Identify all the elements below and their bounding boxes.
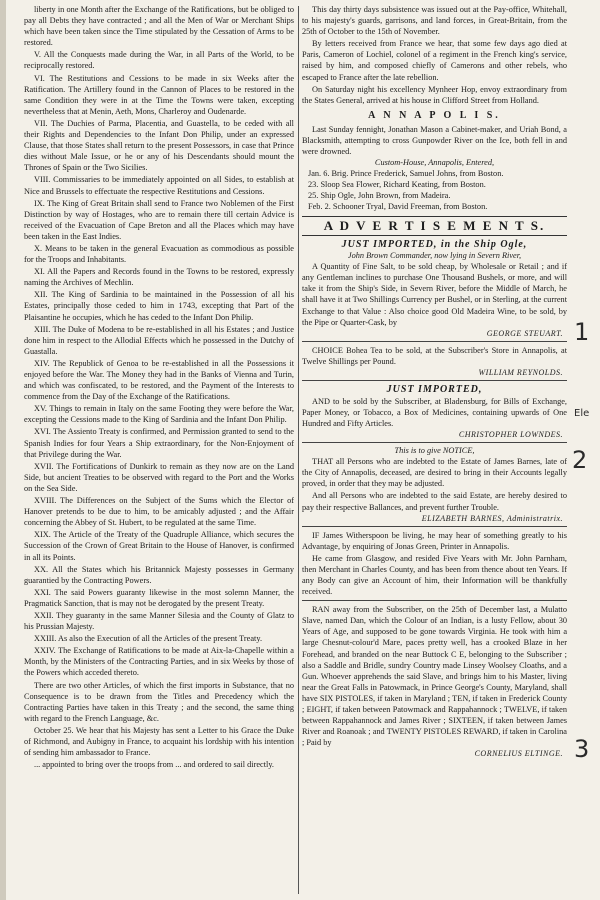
article-paragraph: VII. The Duchies of Parma, Placentia, and Guastella, to be ceded with all their Rights and Dependencies to the Infant Don Philip, under an expressed Clause, that those States shall return to the present Possessors, in case that Prince dies without Male Issue, or he or any of his Descendants should mount the Thrones of Spain or the Two Sicilies. xyxy=(24,118,294,173)
ad1-heading: JUST IMPORTED, in the Ship Ogle, xyxy=(341,239,528,251)
ad4-signer: ELIZABETH BARNES, Administratrix. xyxy=(421,513,563,523)
article-paragraph: XIII. The Duke of Modena to be re-established in all his Estates ; and Justice done him in respect to the Allodial Effects which he possessed in the Dutchy of Guastalla. xyxy=(24,324,294,356)
article-paragraph: ... appointed to bring over the troops from ... and ordered to sail directly. xyxy=(34,760,275,770)
margin-note-ele: Ele xyxy=(574,408,590,419)
annapolis-news: Last Sunday fennight, Jonathan Mason a Cabinet-maker, and Uriah Bond, a Blacksmith, attempting to cross Gunpowder River on the Ice, both fell in and were drowned. xyxy=(302,124,567,157)
divider xyxy=(302,442,567,443)
customs-heading: Custom-House, Annapolis, Entered, xyxy=(374,158,495,168)
article-paragraph: XI. All the Papers and Records found in the Towns to be restored, expressly naming the Archives of Mechlin. xyxy=(24,267,294,288)
ad5-text: IF James Witherspoon be living, he may hear of something greatly to his Advantage, by enquiring of Jonas Green, Printer in Annapolis. xyxy=(302,530,567,551)
ad4-text-2: And all Persons who are indebted to the said Estate, are hereby desired to pay their respective Ballances, and prevent further Trouble. xyxy=(302,491,567,512)
article-paragraph: By letters received from France we hear, that some few days ago died at Paris, Cameron of Lochiel, colonel of a regiment in the French king's service, raised by him, and composed chiefly of Camerons and other rebels, who escaped to France after the late rebellion. xyxy=(302,39,567,82)
article-paragraph: XVI. The Assiento Treaty is confirmed, and Permission granted to send to the Spanish Indies for four Years a Ship extraordinary, for the Non-Enjoyment of that Privilege during the War. xyxy=(24,427,294,459)
customs-entry: Jan. 6. Brig. Prince Frederick, Samuel Johns, from Boston. xyxy=(308,169,504,179)
article-paragraph: This day thirty days subsistence was issued out at the Pay-office, Whitehall, to his majesty's guards, garrisons, and land forces, in Great-Britain, from the 25th of October to the 15th of November. xyxy=(302,5,567,37)
article-paragraph: XX. All the States which his Britannick Majesty possesses in Germany guarantied by the Contracting Powers. xyxy=(24,564,294,585)
article-paragraph: There are two other Articles, of which the first imports in Substance, that no Consequence is to be drawn from the Titles and Precedency which the Contracting Parties have taken in this Treaty ; and the second, the same thing with regard to the French Language, &c. xyxy=(24,680,294,723)
right-column xyxy=(302,4,567,896)
divider xyxy=(302,380,567,381)
article-paragraph: XIX. The Article of the Treaty of the Quadruple Alliance, which secures the Succession of the Crown of Great Britain to the House of Hanover, is confirmed in all its Points. xyxy=(24,530,294,562)
ad4-heading: This is to give NOTICE, xyxy=(394,446,475,456)
ad2-signer: WILLIAM REYNOLDS. xyxy=(478,367,563,377)
article-paragraph: liberty in one Month after the Exchange of the Ratifications, but be obliged to pay all Debts they have contracted ; and all the Men of War or Merchant Ships which have been taken since the Time stipulated by the Cessation of Arms to be restored. xyxy=(24,5,294,48)
ad1-text: A Quantity of Fine Salt, to be sold cheap, by Wholesale or Retail ; and if any Gentleman inclines to purchase One Thousand Bushels, or more, and will take it from the Ship's Side, in Severn River, before the Middle of March, he shall have it at Two Shillings Currency per Bushel, or in Sterling, at the current Exchange to that Value : Also choice good Old Madeira Wine, to be sold, by the Pipe or Quarter-Cask, by xyxy=(302,262,567,327)
ad3-heading: JUST IMPORTED, xyxy=(386,383,483,395)
article-paragraph: X. Means to be taken in the general Evacuation as commodious as possible for the Troops and Inhabitants. xyxy=(24,243,294,265)
advertisements-heading: A D V E R T I S E M E N T S. xyxy=(302,216,567,236)
annapolis-heading: A N N A P O L I S. xyxy=(368,109,501,121)
article-paragraph: XXIII. As also the Execution of all the Articles of the present Treaty. xyxy=(34,634,263,644)
article-paragraph: V. All the Conquests made during the War, in all Parts of the World, to be reciprocally restored. xyxy=(24,50,294,71)
article-paragraph: XVII. The Fortifications of Dunkirk to remain as they now are on the Land Side, but ancient Treaties to be observed with regard to the Port and the Works on the Sea Side. xyxy=(24,461,294,493)
customs-entry: 25. Ship Ogle, John Brown, from Madeira. xyxy=(308,191,451,201)
ad4-text: THAT all Persons who are indebted to the Estate of James Barnes, late of the City of Annapolis, deceased, are desired to bring in their Accounts legally proved, in order that they may be adjusted. xyxy=(302,457,567,489)
divider xyxy=(302,600,567,601)
article-paragraph: XII. The King of Sardinia to be maintained in the Possession of all his Estates, principally those ceded to him in 1743, excepting that Part of the Plaisantine he occupies, which he has ceded to the Infant Don Philip. xyxy=(24,290,294,322)
ad5-text-2: He came from Glasgow, and resided Five Years with Mr. John Parnham, then Merchant in Charles County, and has been from thence about ten Years. If any Body can give an Account of him, their Information will be thankfully received. xyxy=(302,553,567,597)
ad2-text: CHOICE Bohea Tea to be sold, at the Subscriber's Store in Annapolis, at Twelve Shillings per Pound. xyxy=(302,345,567,366)
ad3-text: AND to be sold by the Subscriber, at Bladensburg, for Bills of Exchange, Paper Money, or Tobacco, a Box of Medicines, containing upwards of One Hundred and Fifty Articles. xyxy=(302,396,567,429)
article-paragraph: VIII. Commissaries to be immediately appointed on all Sides, to establish at Nice and Brussels to effectuate the respective Restitutions and Cessions. xyxy=(24,175,294,196)
customs-entry: Feb. 2. Schooner Tryal, David Freeman, from Boston. xyxy=(308,202,488,212)
customs-entries xyxy=(308,168,567,212)
article-paragraph: XIV. The Republick of Genoa to be re-established in all the Possessions it enjoyed before the War. The Money they had in the Banks of Vienna and Turin, and which was confiscated, to be restored, and the Payment of the Interests to commence from the Day of the Exchange of the Ratifications. xyxy=(24,358,294,402)
article-paragraph: IX. The King of Great Britain shall send to France two Noblemen of the First Distinction by way of Hostages, who are to remain there till certain Advice is received of the Evacuation of Cape Breton and all the Places which may have been taken in the East Indies. xyxy=(24,198,294,241)
article-paragraph: XVIII. The Differences on the Subject of the Sums which the Elector of Hanover pretends to be due to him, to be amicably adjusted ; and the Affair concerning the Abbey of St. Hubert, to be regulated at the same Time. xyxy=(24,496,294,528)
left-column xyxy=(24,4,294,896)
article-paragraph: XXIV. The Exchange of Ratifications to be made at Aix-la-Chapelle within a Month, by the Ministers of the Contracting Parties, and in six Weeks by those of the Powers which acceded thereto. xyxy=(24,646,294,678)
page-edge xyxy=(0,0,6,900)
article-paragraph: XXII. They guaranty in the same Manner Silesia and the County of Glatz to his Prussian Majesty. xyxy=(24,610,294,632)
margin-note-2: 2 xyxy=(572,446,588,474)
ad1-signer: GEORGE STEUART. xyxy=(486,328,563,338)
divider xyxy=(302,526,567,527)
divider xyxy=(302,341,567,342)
ad1-subheading: John Brown Commander, now lying in Severn River, xyxy=(347,251,522,261)
margin-note-3: 3 xyxy=(574,735,590,763)
column-rule xyxy=(298,6,299,894)
ad6-text: RAN away from the Subscriber, on the 25th of December last, a Mulatto Slave, named Dan, which the Colour of an Indian, is a lusty Fellow, about 30 Years of Age, and supposed to be gone towards Virginia. He took with him a large Chesnut-colour'd Mare, paces pretty well, has a crooked Blaze in her Forehead, and branded on the near Buttock C E, belonging to the Subscriber ; also a Saddle and Bridle, sundry Country made Linsey Woolsey Cloaths, and a Gun. Whoever apprehends the said Slave, and brings him to his Master, living near the Great Falls in Patowmack, in Prince George's County, Maryland, shall have SIX PISTOLES, if taken in Maryland ; TEN, if taken in Frederick County ; EIGHT, if taken between Patowmack and Rappahannock ; TWELVE, if taken between Rappahannock and James River ; SIXTEEN, if taken between James River and Roanoak ; and TWENTY PISTOLES REWARD, if taken in Carolina ; Paid by xyxy=(302,605,567,748)
article-paragraph: XXI. The said Powers guaranty likewise in the most solemn Manner, the Pragmatick Sanction, that is may not be derogated by the present Treaty. xyxy=(24,587,294,608)
article-paragraph: October 25. We hear that his Majesty has sent a Letter to his Grace the Duke of Richmond, and Aubigny in France, to acquaint his lordship with his intention of sending him ambassador to France. xyxy=(24,725,294,758)
customs-entry: 23. Sloop Sea Flower, Richard Keating, from Boston. xyxy=(308,180,486,190)
article-paragraph: XV. Things to remain in Italy on the same Footing they were before the War, excepting the Cessions made to the King of Sardinia and the Infant Don Philip. xyxy=(24,404,294,425)
ad6-signer: CORNELIUS ELTINGE. xyxy=(474,749,563,759)
ad3-signer: CHRISTOPHER LOWNDES. xyxy=(458,430,563,440)
article-paragraph: On Saturday night his excellency Mynheer Hop, envoy extraordinary from the States General, arrived at his house in Clifford Street from Holland. xyxy=(302,84,567,105)
article-paragraph: VI. The Restitutions and Cessions to be made in six Weeks after the Ratification. The Artillery found in the Cannon of Places to be restored in the same Condition they were in at the Time the Towns were taken, excepting nevertheless that at Menin, Aeth, Mons, Charleroy and Oudenarde. xyxy=(24,73,294,116)
margin-note-1: 1 xyxy=(574,318,590,346)
right-news xyxy=(302,4,567,106)
